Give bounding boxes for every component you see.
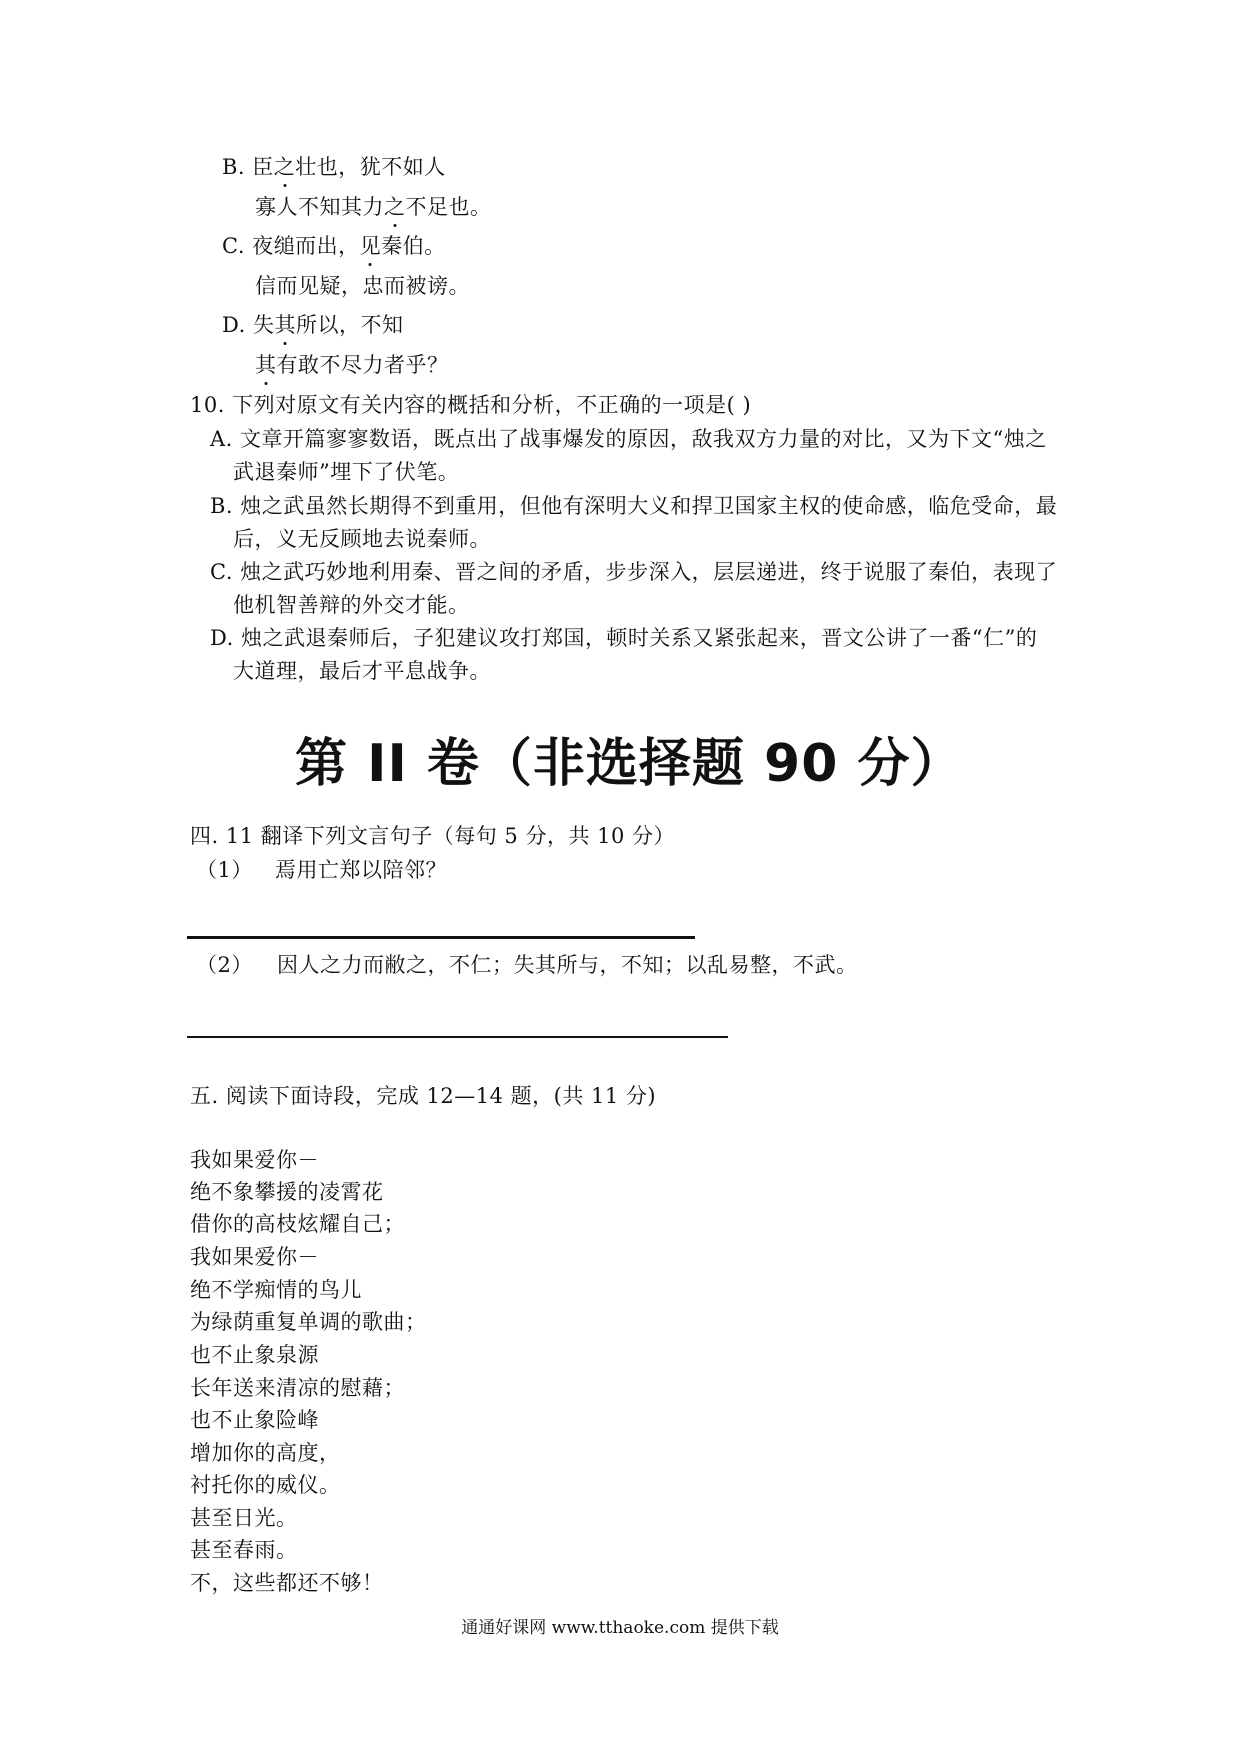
q10-stem: 10. 下列对原文有关内容的概括和分析，不正确的一项是( ) [190, 393, 752, 417]
poem-line: 甚至春雨。 [190, 1538, 298, 1562]
q10-option-b-line2: 后，义无反顾地去说秦师。 [233, 527, 491, 551]
emphasis-char: 其 [255, 353, 277, 377]
q10-option-d-line2: 大道理，最后才平息战争。 [233, 659, 491, 683]
poem-line: 我如果爱你－ [190, 1245, 319, 1269]
poem-line: 也不止象险峰 [190, 1408, 319, 1432]
emphasis-char: 之 [384, 195, 406, 219]
q11-sentence-2-number: （2） [196, 953, 253, 977]
answer-line-1 [187, 936, 695, 939]
section-2-heading: 第 II 卷（非选择题 90 分） [295, 734, 964, 794]
emphasis-char: 其 [274, 313, 296, 337]
q9-option-b-line2: 寡人不知其力之不足也。 [255, 195, 492, 219]
q10-option-a-line1: A. 文章开篇寥寥数语，既点出了战事爆发的原因，敌我双方力量的对比，又为下文“烛之 [210, 427, 1047, 451]
poem-line: 绝不学痴情的鸟儿 [190, 1278, 362, 1302]
poem-line: 长年送来清凉的慰藉； [190, 1376, 405, 1400]
poem-line: 借你的高枝炫耀自己； [190, 1212, 405, 1236]
poem-line: 也不止象泉源 [190, 1343, 319, 1367]
q9-option-d-line2: 其有敢不尽力者乎？ [255, 353, 449, 377]
q9-option-c-line1: C. 夜缒而出，见秦伯。 [222, 234, 446, 258]
q10-option-b-line1: B. 烛之武虽然长期得不到重用，但他有深明大义和捍卫国家主权的使命感，临危受命，最 [210, 494, 1058, 518]
q12-14-title: 五. 阅读下面诗段，完成 12—14 题，(共 11 分) [190, 1084, 657, 1108]
q11-title: 四. 11 翻译下列文言句子（每句 5 分，共 10 分） [190, 824, 676, 848]
page-footer: 通通好课网 www.tthaoke.com 提供下载 [461, 1618, 779, 1638]
q9-option-c-line2: 信而见疑，忠而被谤。 [255, 274, 470, 298]
q11-sentence-1-number: （1） [196, 858, 253, 882]
poem-line: 衬托你的威仪。 [190, 1473, 341, 1497]
q10-option-c-line1: C. 烛之武巧妙地利用秦、晋之间的矛盾，步步深入，层层递进，终于说服了秦伯，表现了 [210, 560, 1058, 584]
q9-option-d-line1: D. 失其所以，不知 [222, 313, 404, 337]
q10-option-c-line2: 他机智善辩的外交才能。 [233, 593, 470, 617]
poem-line: 甚至日光。 [190, 1506, 298, 1530]
q10-option-d-line1: D. 烛之武退秦师后，子犯建议攻打郑国，顿时关系又紧张起来，晋文公讲了一番“仁”的 [210, 626, 1038, 650]
poem-line: 增加你的高度， [190, 1441, 341, 1465]
poem-line: 不，这些都还不够！ [190, 1571, 384, 1595]
poem-line: 为绿荫重复单调的歌曲； [190, 1310, 427, 1334]
q10-option-a-line2: 武退秦师”埋下了伏笔。 [233, 460, 460, 484]
poem-line: 我如果爱你－ [190, 1148, 319, 1172]
emphasis-char: 见 [359, 234, 382, 258]
q9-option-b-line1: B. 臣之壮也，犹不如人 [222, 155, 446, 179]
answer-line-2 [187, 1036, 728, 1038]
emphasis-char: 之 [273, 155, 296, 179]
q11-sentence-2-text: 因人之力而敝之，不仁；失其所与，不知；以乱易整，不武。 [277, 953, 858, 977]
poem-line: 绝不象攀援的凌霄花 [190, 1180, 384, 1204]
q11-sentence-1-text: 焉用亡郑以陪邻？ [275, 858, 447, 882]
